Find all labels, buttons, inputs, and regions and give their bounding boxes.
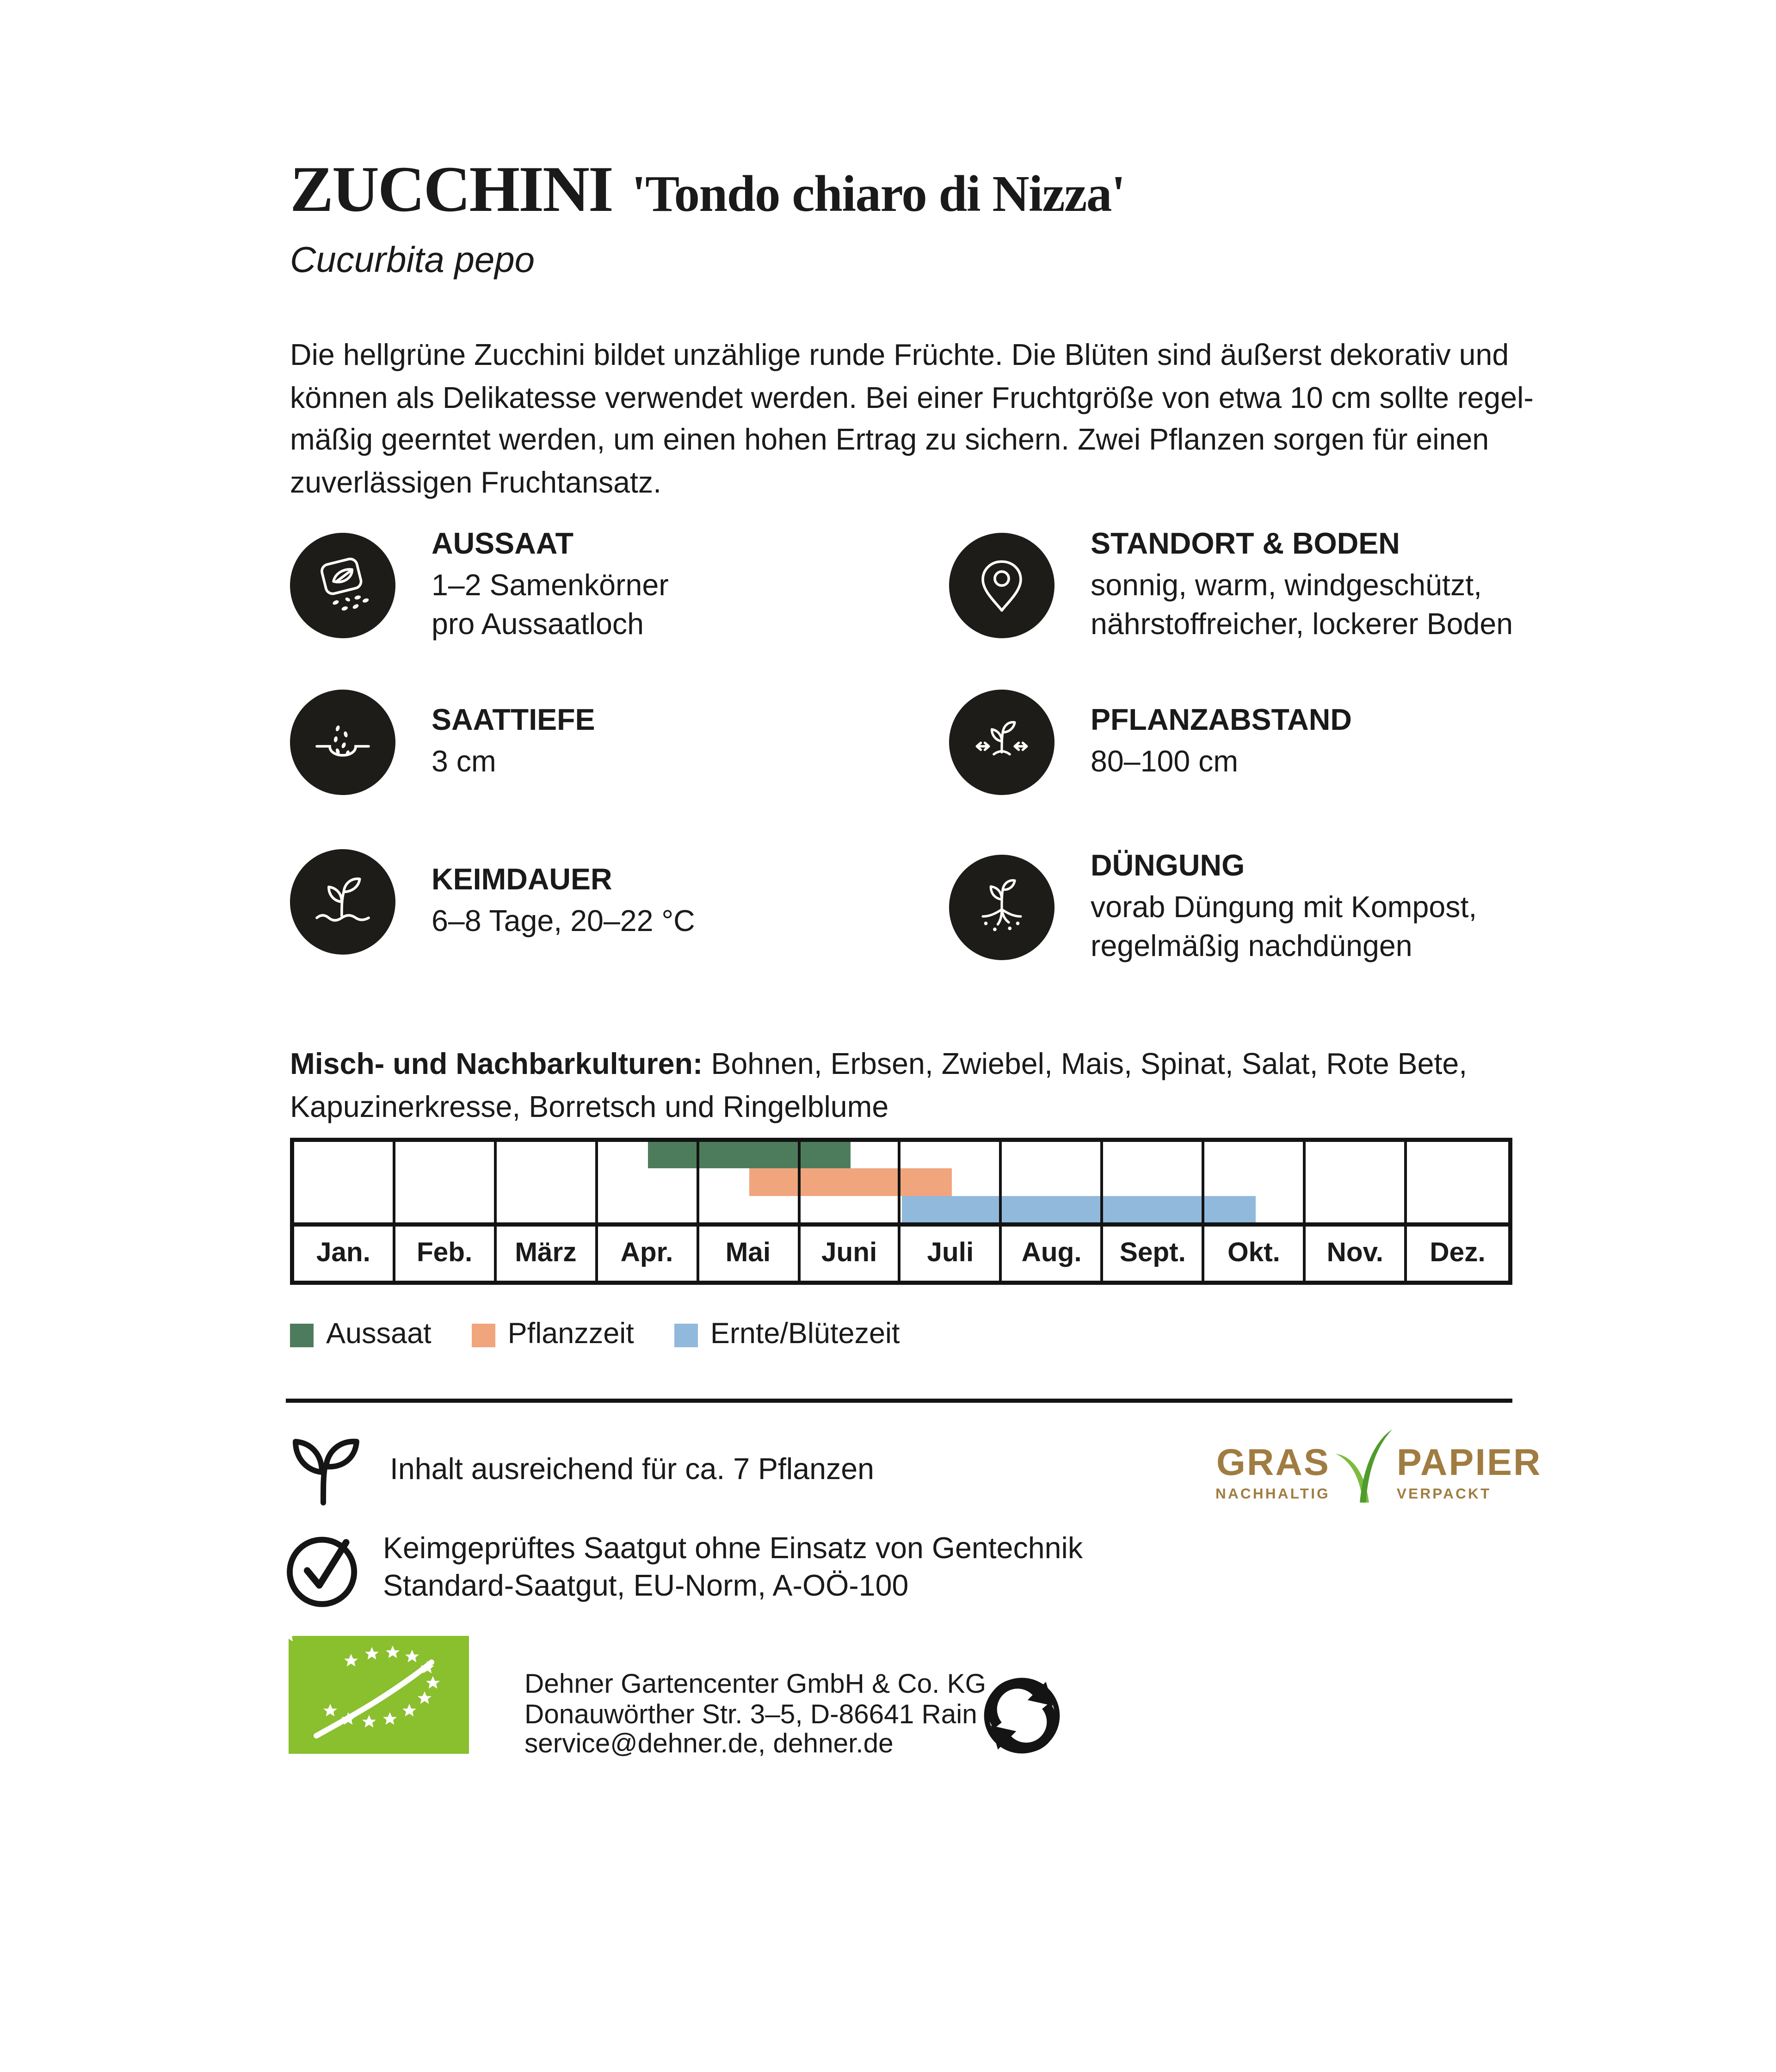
papier-word: PAPIER <box>1396 1442 1542 1483</box>
legend-swatch <box>472 1323 495 1347</box>
info-tile-saattiefe <box>290 690 595 795</box>
sowing-depth-icon <box>290 690 395 795</box>
info-line: nährstoffreicher, lockerer Boden <box>1091 608 1513 641</box>
seed-quality-line: Standard-Saatgut, EU-Norm, A-OÖ-100 <box>383 1569 909 1603</box>
info-tile-text <box>432 703 595 781</box>
calendar-grid-cell <box>1407 1142 1508 1222</box>
address-line: Dehner Gartencenter GmbH & Co. KG <box>524 1669 987 1700</box>
fertilizing-icon <box>949 855 1054 960</box>
calendar-grid-cell <box>1104 1142 1205 1222</box>
content-note-row <box>283 1424 874 1515</box>
calendar-legend <box>290 1318 900 1351</box>
calendar-grid-cell <box>1002 1142 1104 1222</box>
variety-name: 'Tondo chiaro di Nizza' <box>631 166 1125 223</box>
info-line: pro Aussaatloch <box>432 608 644 641</box>
verpackt-word: VERPACKT <box>1396 1486 1492 1503</box>
info-tile-text <box>432 527 669 644</box>
info-tile-duengung <box>949 849 1477 966</box>
calendar-grid-cell <box>1306 1142 1407 1222</box>
calendar-gridlines <box>294 1142 1508 1222</box>
calendar-month-cell: Okt. <box>1205 1227 1306 1281</box>
info-line: sonnig, warm, windgeschützt, <box>1091 569 1482 602</box>
gras-papier-left <box>1215 1444 1330 1503</box>
description-line: Die hellgrüne Zucchini bildet unzählige runde Früchte. Die Blüten sind äußerst dekorativ und <box>290 339 1509 372</box>
calendar-month-row <box>294 1227 1508 1281</box>
legend-label: Pflanzzeit <box>507 1318 634 1350</box>
calendar-grid-cell <box>800 1142 901 1222</box>
legend-label: Ernte/Blütezeit <box>710 1318 900 1350</box>
location-pin-icon <box>949 533 1054 638</box>
info-title: SAATTIEFE <box>432 703 595 737</box>
info-tile-standort <box>949 527 1513 644</box>
calendar-month-cell: Sept. <box>1104 1227 1205 1281</box>
gras-word: GRAS <box>1216 1442 1330 1483</box>
company-address <box>524 1671 986 1760</box>
legend-item <box>472 1318 634 1351</box>
companion-plants <box>290 1043 1580 1128</box>
calendar-grid-cell <box>598 1142 699 1222</box>
calendar-month-cell: Dez. <box>1430 1238 1486 1268</box>
check-circle-icon <box>283 1526 364 1610</box>
info-tile-pflanzabstand <box>949 690 1352 795</box>
info-tile-text <box>1091 849 1477 966</box>
gras-papier-check-icon <box>1333 1425 1394 1511</box>
info-title: STANDORT & BODEN <box>1091 527 1400 561</box>
description-line: können als Delikatesse verwendet werden. Bei einer Fruchtgröße von etwa 10 cm sollte regel- <box>290 381 1534 414</box>
info-tile-text <box>432 863 695 941</box>
calendar-month-cell: Juni <box>800 1227 901 1281</box>
legend-item <box>674 1318 900 1351</box>
info-line: regelmäßig nachdüngen <box>1091 930 1412 963</box>
legend-swatch <box>290 1323 314 1347</box>
info-tile-keimdauer <box>290 849 695 955</box>
calendar-month-cell: Apr. <box>598 1227 699 1281</box>
calendar-month-cell: Nov. <box>1306 1227 1407 1281</box>
info-line: 1–2 Samenkörner <box>432 569 669 602</box>
calendar-chart <box>290 1138 1512 1285</box>
green-dot-recycling-logo <box>982 1676 1061 1755</box>
nachhaltig-word: NACHHALTIG <box>1215 1486 1330 1503</box>
info-title: DÜNGUNG <box>1091 849 1245 882</box>
calendar-month-cell: Mai <box>699 1227 800 1281</box>
calendar-grid-cell <box>901 1142 1002 1222</box>
calendar-grid-cell <box>395 1142 497 1222</box>
content-note-text: Inhalt ausreichend für ca. 7 Pflanzen <box>390 1452 874 1486</box>
calendar-month-cell: Juli <box>901 1227 1002 1281</box>
seed-quality-text <box>383 1530 1083 1605</box>
companion-label: Misch- und Nachbarkulturen: <box>290 1048 703 1081</box>
gras-papier-right <box>1397 1444 1542 1503</box>
calendar-month-cell: Jan. <box>294 1227 395 1281</box>
page-title: ZUCCHINI <box>290 154 612 226</box>
calendar-month-cell: Aug. <box>1002 1227 1104 1281</box>
germination-icon <box>290 849 395 955</box>
companion-line: Kapuzinerkresse, Borretsch und Ringelblume <box>290 1090 889 1123</box>
calendar-bar-area <box>294 1142 1508 1227</box>
info-line: 6–8 Tage, 20–22 °C <box>432 905 695 938</box>
divider-rule <box>286 1399 1512 1403</box>
description-line: zuverlässigen Fruchtansatz. <box>290 465 662 499</box>
info-title: KEIMDAUER <box>432 863 612 896</box>
calendar-grid-cell <box>294 1142 395 1222</box>
legend-item <box>290 1318 432 1351</box>
address-line: service@dehner.de, dehner.de <box>524 1729 894 1759</box>
info-line: vorab Düngung mit Kompost, <box>1091 891 1477 924</box>
info-tile-aussaat <box>290 527 669 644</box>
info-line: 80–100 cm <box>1091 745 1239 778</box>
calendar-grid-cell <box>699 1142 800 1222</box>
seed-quality-line: Keimgeprüftes Saatgut ohne Einsatz von Gentechnik <box>383 1532 1083 1565</box>
seed-quality-row <box>283 1526 1083 1610</box>
legend-label: Aussaat <box>326 1318 432 1350</box>
info-line: 3 cm <box>432 745 496 778</box>
info-tile-text <box>1091 703 1352 781</box>
botanical-name: Cucurbita pepo <box>290 239 535 280</box>
companion-line <box>290 1043 1580 1086</box>
calendar-grid-cell <box>1205 1142 1306 1222</box>
description-paragraph <box>290 334 1566 504</box>
seed-packet-icon <box>290 533 395 638</box>
info-title: AUSSAAT <box>432 527 574 561</box>
calendar-grid-cell <box>496 1142 598 1222</box>
calendar-month-cell: Feb. <box>395 1227 497 1281</box>
eu-organic-leaf-logo <box>289 1636 469 1754</box>
plant-spacing-icon <box>949 690 1054 795</box>
companion-text: Bohnen, Erbsen, Zwiebel, Mais, Spinat, Salat, Rote Bete, <box>711 1048 1468 1081</box>
header <box>290 153 1125 228</box>
address-line: Donauwörther Str. 3–5, D-86641 Rain <box>524 1699 977 1730</box>
info-tile-text <box>1091 527 1513 644</box>
description-line: mäßig geerntet werden, um einen hohen Ertrag zu sichern. Zwei Pflanzen sorgen für einen <box>290 423 1489 456</box>
legend-swatch <box>674 1323 698 1347</box>
info-title: PFLANZABSTAND <box>1091 703 1352 737</box>
sprout-leaves-icon <box>283 1425 372 1514</box>
gras-papier-logo <box>1215 1444 1542 1511</box>
calendar-month-cell: März <box>496 1227 598 1281</box>
